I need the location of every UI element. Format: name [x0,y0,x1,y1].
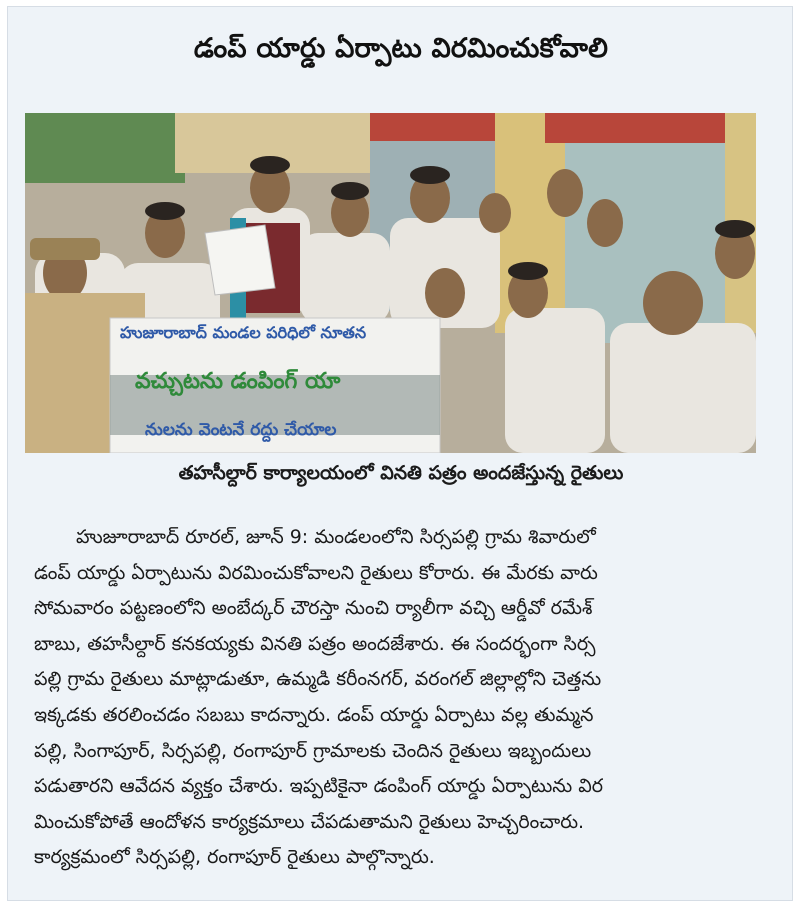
body-line: కార్యక్రమంలో సిర్సపల్లి, రంగాపూర్ రైతులు పాల్గొన్నారు. [34,846,435,869]
banner-line-3: నులను వెంటనే రద్దు చేయాల [145,420,337,440]
photo-caption: తహసీల్దార్ కార్యాలయంలో వినతి పత్రం అందజేస్తున్న రైతులు [178,462,624,484]
photo-illustration [25,113,756,453]
body-line: హుజూరాబాద్ రూరల్, జూన్ 9: మండలంలోని సిర్సపల్లి గ్రామ శివారులో [76,526,596,548]
headline: డంప్ యార్డు ఏర్పాటు విరమించుకోవాలి [193,33,609,64]
body-line: పల్లి గ్రామ రైతులు మాట్లాడుతూ, ఉమ్మడి కరీంనగర్, వరంగల్ జిల్లాల్లోని చెత్తను [34,668,602,691]
body-line: డంప్ యార్డు ఏర్పాటును విరమించుకోవాలని రైతులు కోరారు. ఈ మేరకు వారు [34,561,598,584]
body-line: పల్లి, సింగాపూర్, సిర్సపల్లి, రంగాపూర్ గ్రామాలకు చెందిన రైతులు ఇబ్బందులు [34,739,592,762]
banner-line-1: హుజూరాబాద్ మండల పరిధిలో నూతన [120,323,367,342]
news-photo [25,113,756,453]
news-clipping [7,6,793,901]
body-line: ఇక్కడకు తరలించడం సబబు కాదన్నారు. డంప్ యార్డు ఏర్పాటు వల్ల తుమ్మన [34,703,594,726]
body-line: సోమవారం పట్టణంలోని అంబేద్కర్ చౌరస్తా నుంచి ర్యాలీగా వచ్చి ఆర్డీవో రమేశ్ [34,597,593,620]
article-body [34,520,774,876]
body-line: మించుకోపోతే ఆందోళన కార్యక్రమాలు చేపడుతామని రైతులు హెచ్చరించారు. [34,810,585,833]
body-line: పడుతారని ఆవేదన వ్యక్తం చేశారు. ఇప్పటికైనా డంపింగ్ యార్డు ఏర్పాటును విర [34,775,604,798]
banner-line-2: వచ్చుటను డంపింగ్ యా [135,369,341,394]
body-line: బాబు, తహసీల్దార్ కనకయ్యకు వినతి పత్రం అందజేశారు. ఈ సందర్భంగా సిర్స [34,632,596,655]
